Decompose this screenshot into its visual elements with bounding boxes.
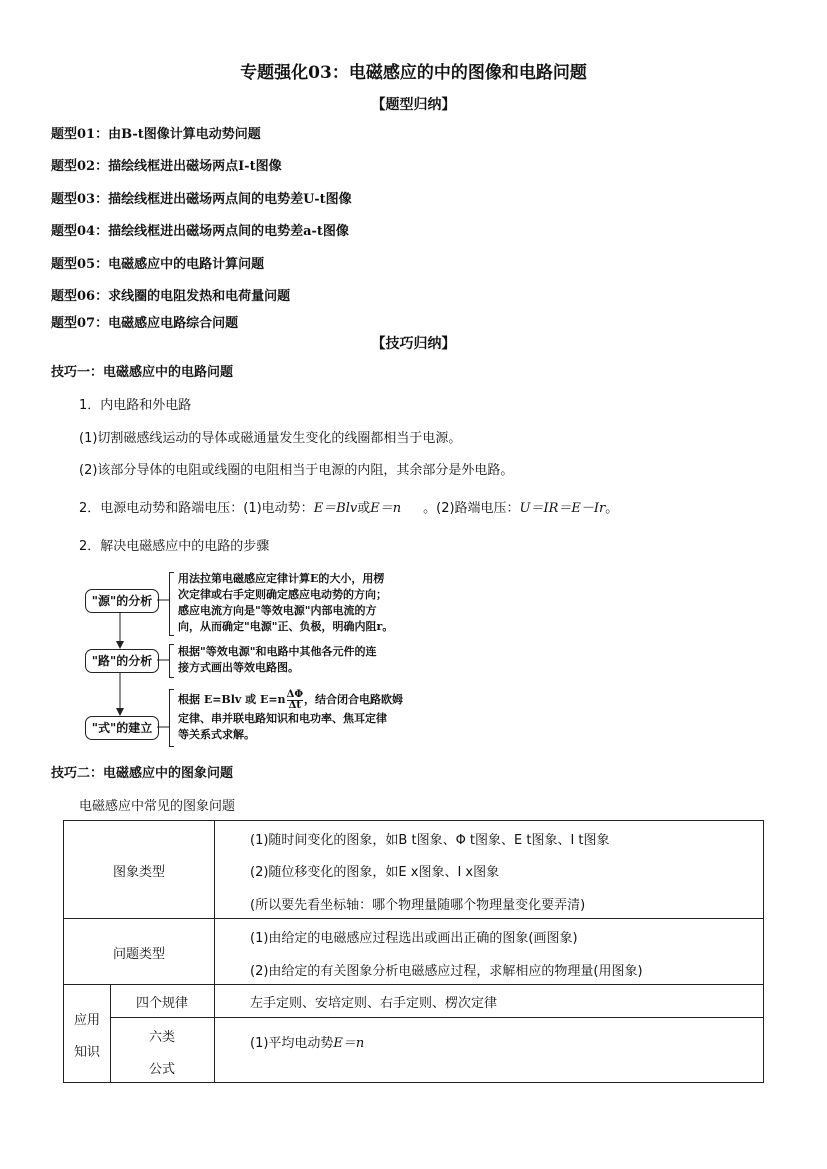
type-item-5: 题型05：电磁感应中的电路计算问题 [51,257,265,272]
table-divider [64,918,764,919]
skill-section-header: 【技巧归纳】 [371,336,456,352]
skill1-heading: 技巧一：电磁感应中的电路问题 [51,365,234,380]
six-formulas-label: 公式 [148,1062,175,1077]
six-formulas-value [250,1032,364,1051]
type-section-header: 【题型归纳】 [371,97,456,113]
flow-desc-source-line: 向，从而确定"电源"正、负极，明确内阻r。 [178,620,394,633]
row-graph-type-line: (2)随位移变化的图象，如E x图象、I x图象 [250,865,500,880]
flow-desc-circuit [178,644,376,676]
flow-desc-source-line: 次定律或右手定则确定感应电动势的方向； [178,588,387,601]
page-title: 专题强化03：电磁感应的中的图像和电路问题 [240,63,587,83]
fraction-numerator: ΔΦ [286,688,304,700]
flow-box-formula: "式"的建立 [85,716,159,740]
flow-desc-source-line: 用法拉第电磁感应定律计算E的大小，用楞 [178,572,385,585]
six-formulas-label: 六类 [148,1030,175,1045]
flow-desc-formula [178,689,403,743]
table-divider [110,1017,764,1018]
flow-desc-circuit-line: 接方式画出等效电路图。 [178,661,299,674]
flow-desc-source [178,571,393,635]
fraction-denominator: Δt [288,699,301,711]
row-knowledge-label: 应用 [73,1013,100,1028]
row-problem-type-line: (2)由给定的有关图象分析电磁感应过程，求解相应的物理量(用图象) [250,964,643,979]
row-knowledge-label: 知识 [73,1045,100,1060]
skill2-heading: 技巧二：电磁感应中的图象问题 [51,766,234,781]
emf-or: 或 [357,501,371,516]
terminal-voltage-label: 。(2)路端电压： [423,501,520,516]
table-divider [214,821,215,1083]
type-item-7: 题型07：电磁感应电路综合问题 [51,316,239,331]
flow-desc-circuit-line: 根据"等效电源"和电路中其他各元件的连 [178,645,377,658]
flow-desc-formula-end: ，结合闭合电路欧姆 [304,693,404,706]
four-laws-label: 四个规律 [135,996,188,1011]
skill1-point4 [79,497,618,516]
graph-problem-table [63,820,764,1083]
row-graph-type-label: 图象类型 [112,865,165,880]
type-item-1: 题型01：由B-t图像计算电动势问题 [51,127,261,142]
flow-desc-formula-line: 等关系式求解。 [178,728,255,741]
flow-desc-source-line: 感应电流方向是"等效电源"内部电流的方 [178,604,377,617]
terminal-voltage-formula: U＝IR＝E－Ir [519,501,606,516]
table-divider [64,984,764,985]
emf-formula-2: E＝n [370,501,402,516]
flow-box-circuit: "路"的分析 [85,649,159,673]
row-graph-type-line: (1)随时间变化的图象，如B t图象、Φ t图象、E t图象、I t图象 [250,833,610,848]
type-item-3: 题型03：描绘线框进出磁场两点间的电势差U-t图像 [51,192,352,207]
emf-label: 2．电源电动势和路端电压：(1)电动势： [79,501,314,516]
row-problem-type-label: 问题类型 [112,947,165,962]
type-item-4: 题型04：描绘线框进出磁场两点间的电势差a-t图像 [51,224,349,239]
avg-emf-formula: E＝n [333,1036,365,1051]
emf-formula-1: E＝Blv [313,501,358,516]
skill2-intro: 电磁感应中常见的图象问题 [79,799,236,814]
avg-emf-label: (1)平均电动势 [250,1036,334,1051]
four-laws-value: 左手定则、安培定则、右手定则、楞次定律 [250,996,498,1011]
flow-box-source: "源"的分析 [85,589,159,613]
flow-desc-formula-line [178,689,403,711]
flow-desc-formula-start: 根据 E=Blv 或 E=n [178,693,286,706]
period: 。 [605,501,619,516]
type-item-6: 题型06：求线圈的电阻发热和电荷量问题 [51,289,291,304]
type-item-2: 题型02：描绘线框进出磁场两点I-t图像 [51,159,282,174]
row-graph-type-line: (所以要先看坐标轴：哪个物理量随哪个物理量变化要弄清) [250,898,586,913]
flow-desc-formula-line: 定律、串并联电路知识和电功率、焦耳定律 [178,712,387,725]
delta-phi-fraction [287,690,303,711]
skill1-point2: (1)切割磁感线运动的导体或磁通量发生变化的线圈都相当于电源。 [79,431,462,446]
skill1-point1: 1．内电路和外电路 [79,398,192,413]
row-problem-type-line: (1)由给定的电磁感应过程选出或画出正确的图象(画图象) [250,931,578,946]
skill1-point5: 2．解决电磁感应中的电路的步骤 [79,539,270,554]
skill1-point3: (2)该部分导体的电阻或线圈的电阻相当于电源的内阻，其余部分是外电路。 [79,463,514,478]
bracket-connectors [157,565,171,755]
